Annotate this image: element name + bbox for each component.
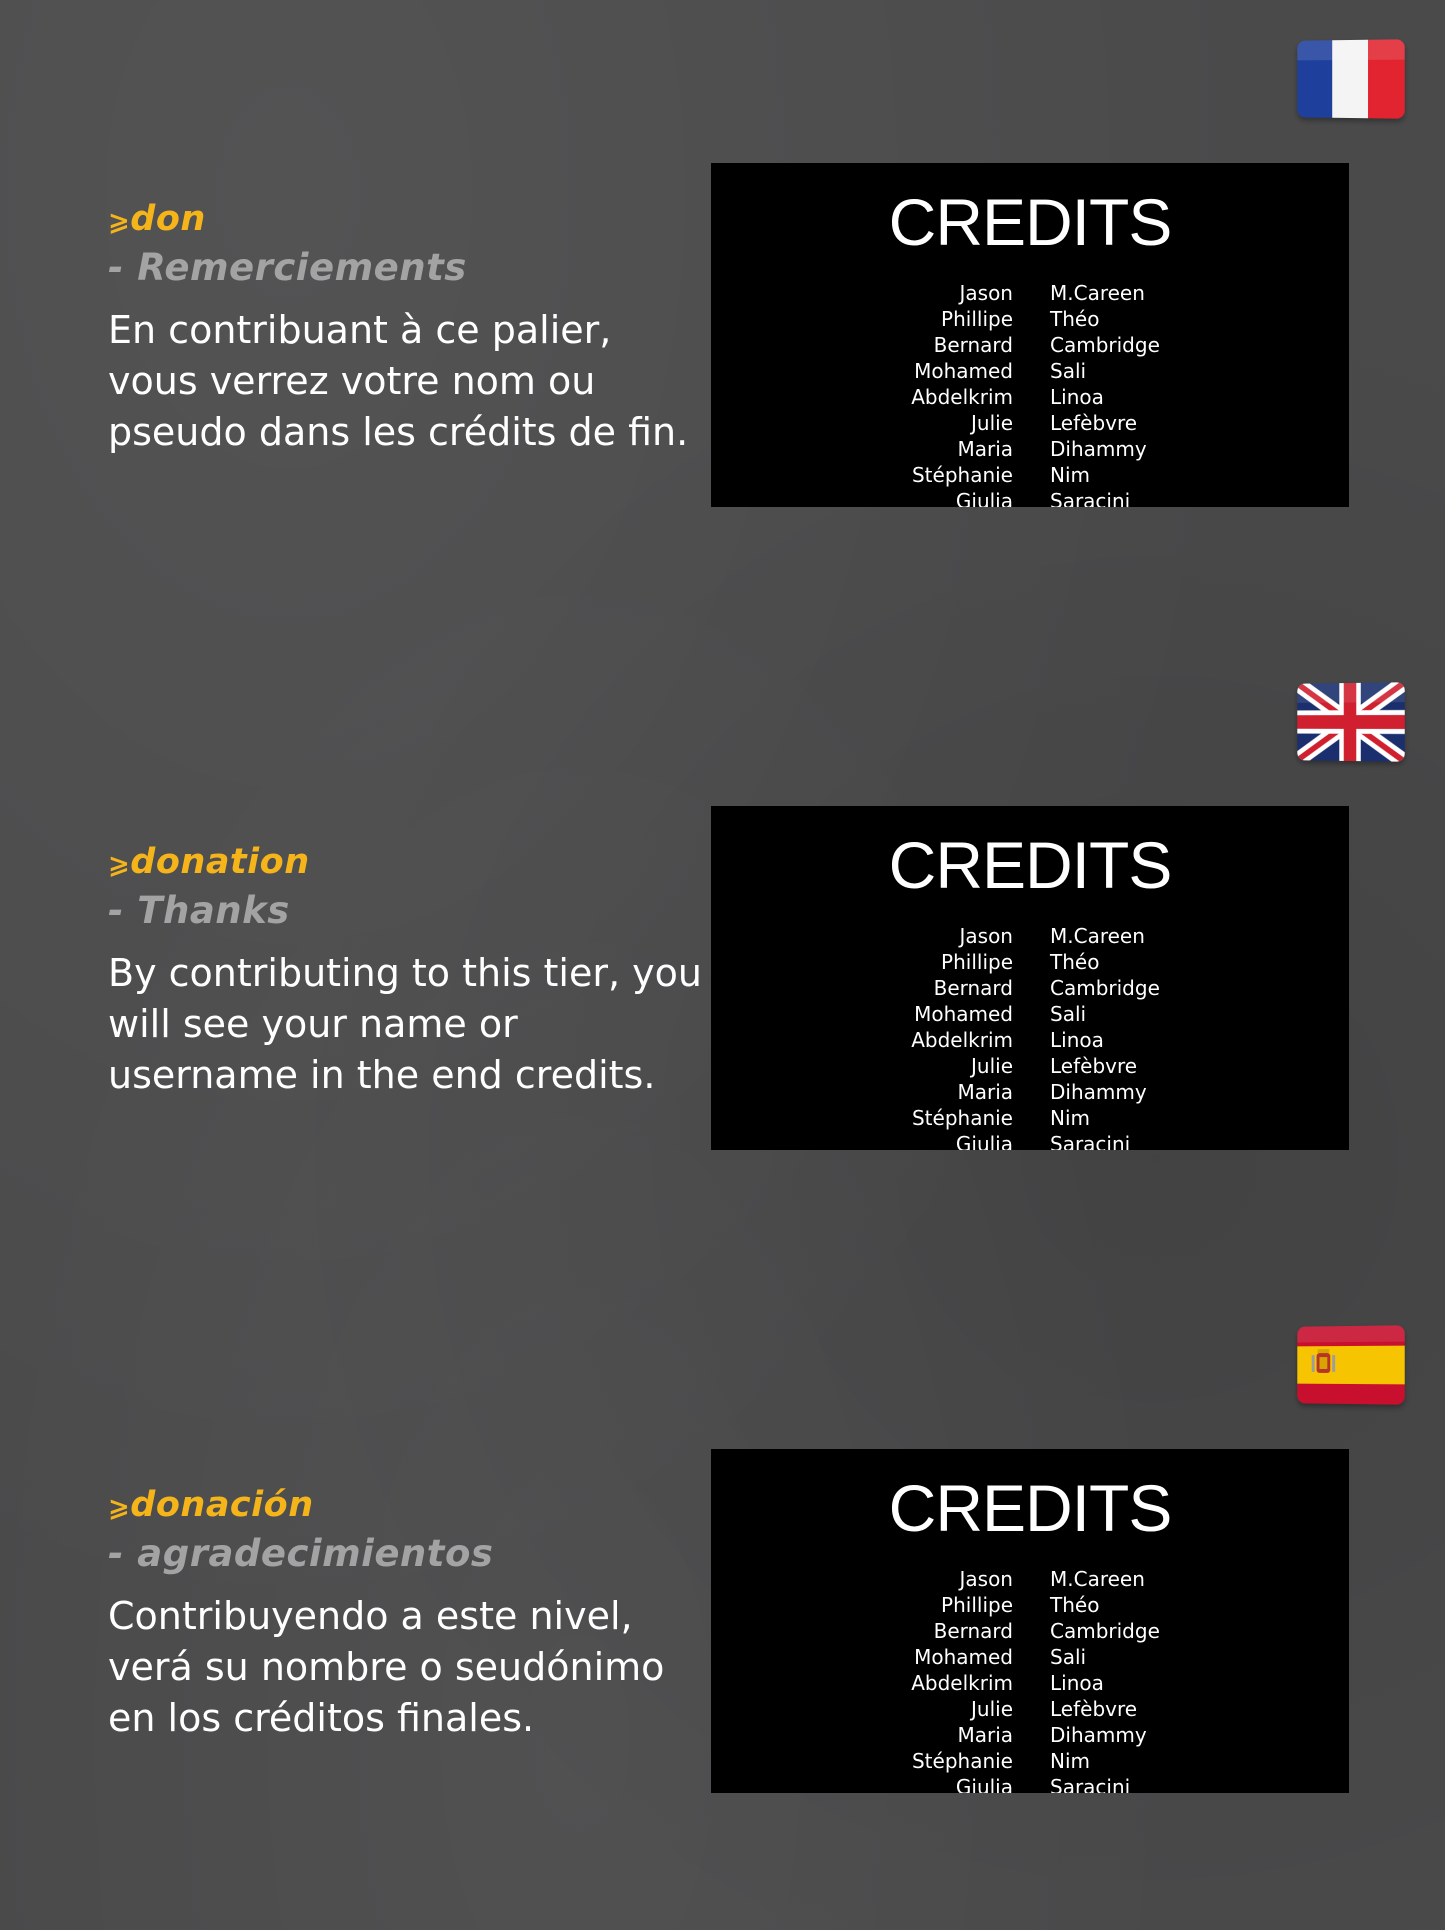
credits-list — [711, 1566, 1349, 1793]
tier-text-block — [108, 1482, 708, 1744]
credits-title: CREDITS — [888, 1471, 1172, 1545]
credit-first-name: Bernard — [933, 333, 1013, 357]
credit-first-name: Phillipe — [941, 307, 1013, 331]
credit-row — [711, 1105, 1349, 1131]
tier-description: Contribuyendo a este nivel, verá su nombre o seudónimo en los créditos finales. — [108, 1594, 665, 1740]
credit-row — [711, 1001, 1349, 1027]
credit-row — [711, 1566, 1349, 1592]
credit-last-name: Saracini — [1050, 489, 1131, 507]
france-flag-icon — [1297, 39, 1404, 118]
credit-first-name: Abdelkrim — [911, 385, 1013, 409]
credits-title: CREDITS — [888, 828, 1172, 902]
credit-first-name: Jason — [959, 281, 1013, 305]
credit-first-name: Stéphanie — [911, 463, 1013, 487]
credits-list — [711, 280, 1349, 507]
credit-first-name: Mohamed — [914, 1002, 1013, 1026]
credit-last-name: Dihammy — [1050, 1080, 1147, 1104]
credit-last-name: Théo — [1050, 307, 1100, 331]
uk-flag-icon — [1297, 682, 1404, 761]
credit-last-name: Dihammy — [1050, 437, 1147, 461]
credit-first-name: Abdelkrim — [911, 1028, 1013, 1052]
credit-last-name: M.Careen — [1050, 281, 1145, 305]
tier-heading — [108, 196, 708, 245]
credits-list — [711, 923, 1349, 1150]
french-section — [0, 0, 1445, 643]
tier-text-block — [108, 196, 708, 458]
reward-title: - Remerciements — [108, 246, 467, 289]
credit-row — [711, 358, 1349, 384]
credit-last-name: Linoa — [1050, 1028, 1104, 1052]
credit-row — [711, 1748, 1349, 1774]
credit-row — [711, 462, 1349, 488]
credit-last-name: Linoa — [1050, 385, 1104, 409]
credit-first-name: Giulia — [955, 1775, 1013, 1793]
credit-row — [711, 1131, 1349, 1150]
credit-first-name: Maria — [957, 437, 1013, 461]
credits-preview — [711, 1449, 1349, 1793]
credit-row — [711, 1774, 1349, 1793]
credit-row — [711, 1027, 1349, 1053]
credit-row — [711, 280, 1349, 306]
credit-last-name: Nim — [1050, 1749, 1090, 1773]
credit-row — [711, 306, 1349, 332]
credits-preview — [711, 163, 1349, 507]
credit-last-name: Théo — [1050, 1593, 1100, 1617]
credit-row — [711, 975, 1349, 1001]
credit-row — [711, 488, 1349, 507]
tier-heading — [108, 839, 708, 888]
credit-last-name: Sali — [1050, 359, 1087, 383]
credit-last-name: M.Careen — [1050, 924, 1145, 948]
credit-last-name: Saracini — [1050, 1775, 1131, 1793]
credit-last-name: Lefèbvre — [1050, 411, 1138, 435]
credit-last-name: Lefèbvre — [1050, 1054, 1138, 1078]
tier-description: En contribuant à ce palier, vous verrez votre nom ou pseudo dans les crédits de fin. — [108, 308, 689, 454]
tier-text-block — [108, 839, 708, 1101]
credit-first-name: Mohamed — [914, 1645, 1013, 1669]
tier-heading — [108, 1482, 708, 1531]
credit-last-name: M.Careen — [1050, 1567, 1145, 1591]
tier-description: By contributing to this tier, you will see your name or username in the end credits. — [108, 951, 702, 1097]
credit-last-name: Nim — [1050, 1106, 1090, 1130]
credit-first-name: Giulia — [955, 489, 1013, 507]
credit-first-name: Bernard — [933, 976, 1013, 1000]
credit-row — [711, 1696, 1349, 1722]
credit-row — [711, 1670, 1349, 1696]
credit-last-name: Cambridge — [1050, 333, 1160, 357]
credit-row — [711, 436, 1349, 462]
reward-title: - agradecimientos — [108, 1532, 494, 1575]
credit-last-name: Dihammy — [1050, 1723, 1147, 1747]
credit-first-name: Maria — [957, 1080, 1013, 1104]
credits-title: CREDITS — [888, 185, 1172, 259]
credit-row — [711, 1592, 1349, 1618]
credit-first-name: Julie — [971, 411, 1013, 435]
credit-first-name: Phillipe — [941, 950, 1013, 974]
credit-first-name: Mohamed — [914, 359, 1013, 383]
tier-name: donación — [130, 1485, 314, 1525]
tier-name: don — [130, 199, 206, 239]
credit-first-name: Stéphanie — [911, 1749, 1013, 1773]
credit-row — [711, 1053, 1349, 1079]
credit-first-name: Julie — [971, 1697, 1013, 1721]
credit-row — [711, 410, 1349, 436]
tier-symbol: ⩾ — [108, 1493, 131, 1523]
credit-last-name: Théo — [1050, 950, 1100, 974]
credit-last-name: Cambridge — [1050, 976, 1160, 1000]
reward-title: - Thanks — [108, 889, 290, 932]
credit-first-name: Maria — [957, 1723, 1013, 1747]
credit-first-name: Giulia — [955, 1132, 1013, 1150]
spanish-section — [0, 1286, 1445, 1929]
credits-preview — [711, 806, 1349, 1150]
tier-symbol: ⩾ — [108, 207, 131, 237]
credit-last-name: Sali — [1050, 1645, 1087, 1669]
credit-row — [711, 949, 1349, 975]
credit-first-name: Abdelkrim — [911, 1671, 1013, 1695]
credit-last-name: Sali — [1050, 1002, 1087, 1026]
credit-first-name: Bernard — [933, 1619, 1013, 1643]
credit-row — [711, 923, 1349, 949]
credit-first-name: Jason — [959, 1567, 1013, 1591]
credit-row — [711, 332, 1349, 358]
credit-first-name: Jason — [959, 924, 1013, 948]
credit-last-name: Nim — [1050, 463, 1090, 487]
spain-flag-icon — [1297, 1325, 1404, 1404]
credit-row — [711, 1618, 1349, 1644]
tier-name: donation — [130, 842, 310, 882]
credit-row — [711, 1079, 1349, 1105]
credit-first-name: Stéphanie — [911, 1106, 1013, 1130]
credit-row — [711, 384, 1349, 410]
credit-last-name: Linoa — [1050, 1671, 1104, 1695]
tier-symbol: ⩾ — [108, 850, 131, 880]
credit-row — [711, 1722, 1349, 1748]
credit-last-name: Cambridge — [1050, 1619, 1160, 1643]
credit-first-name: Phillipe — [941, 1593, 1013, 1617]
credit-row — [711, 1644, 1349, 1670]
credit-last-name: Lefèbvre — [1050, 1697, 1138, 1721]
credit-last-name: Saracini — [1050, 1132, 1131, 1150]
english-section — [0, 643, 1445, 1286]
credit-first-name: Julie — [971, 1054, 1013, 1078]
